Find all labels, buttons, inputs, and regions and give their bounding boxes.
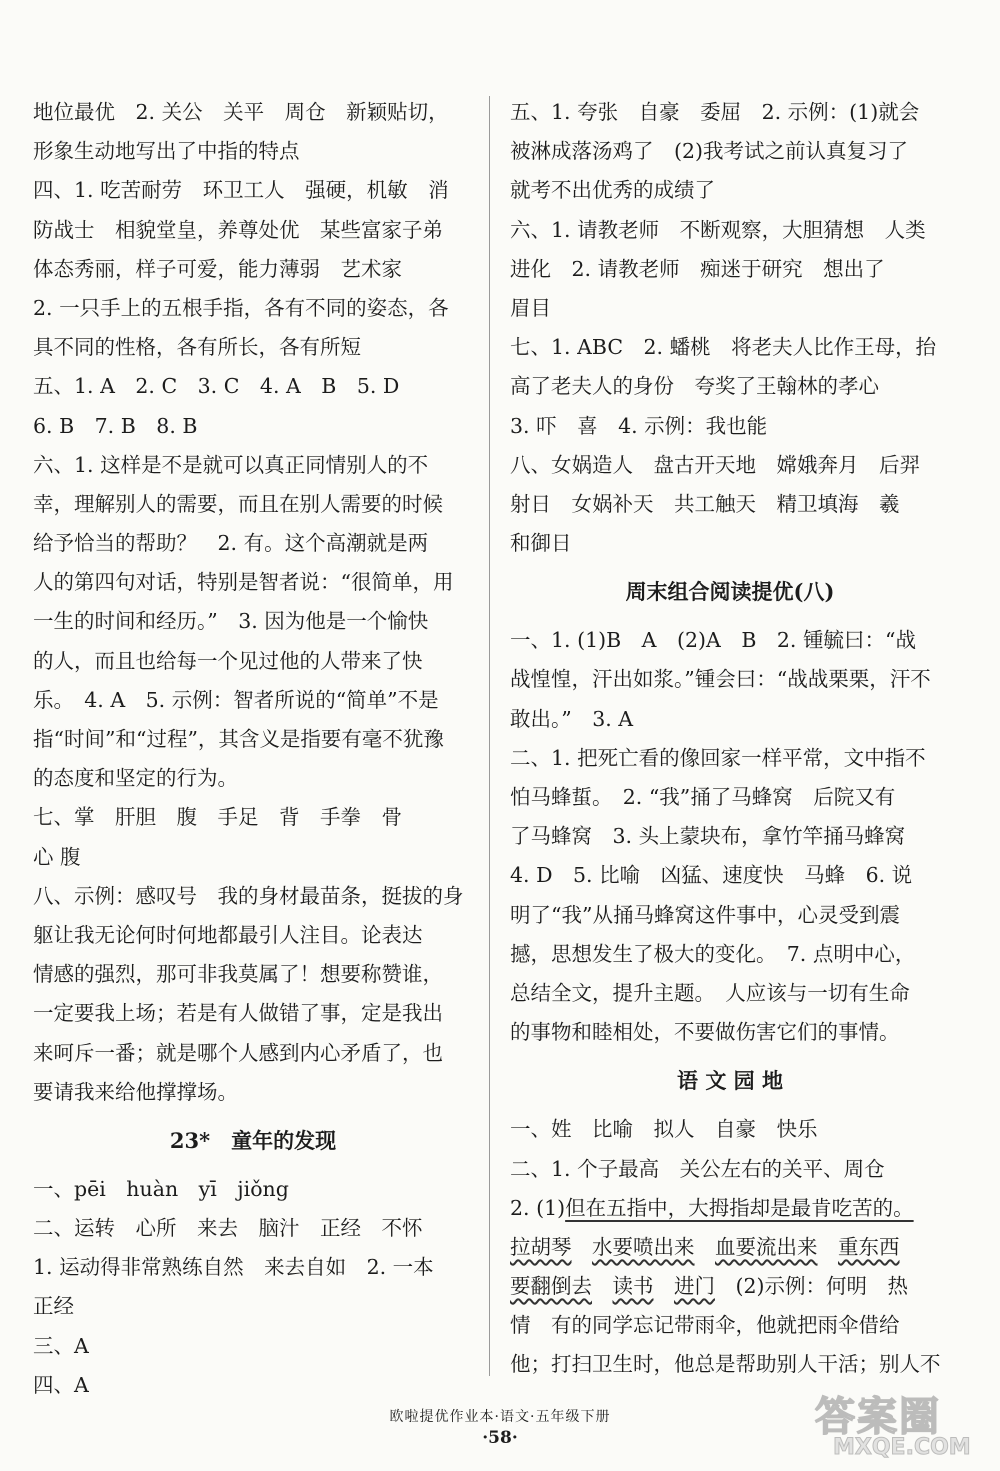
answer-line: 八、示例：感叹号 我的身材最苗条，挺拔的身 xyxy=(33,883,464,908)
answer-line: 了马蜂窝 3. 头上蒙块布，拿竹竿捅马蜂窝 xyxy=(510,824,906,849)
answer-line: 六、1. 请教老师 不断观察，大胆猜想 人类 xyxy=(510,217,926,242)
answer-line: 二、1. 把死亡看的像回家一样平常，文中指不 xyxy=(510,745,926,770)
answer-line: 一、1. (1)B A (2)A B 2. 锺毓曰：“战 xyxy=(510,628,916,653)
wavy-underlined-phrase: 读书 xyxy=(612,1274,654,1299)
underlined-sentence: 但在五指中，大拇指却是最肯吃苦的。 xyxy=(565,1195,914,1220)
left-answer-block-2 xyxy=(33,1170,473,1405)
answer-line: 情感的强烈，那可非我莫属了！想要称赞谁， xyxy=(33,962,443,987)
answer-line: 的人，而且也给每一个见过他的人带来了快 xyxy=(33,648,423,673)
wavy-underlined-phrase: 重东西 xyxy=(838,1234,900,1259)
answer-line xyxy=(510,1267,950,1306)
right-answer-block-2 xyxy=(510,621,950,1052)
wavy-underlined-phrase: 进门 xyxy=(674,1274,715,1299)
answer-line: 乐。 4. A 5. 示例：智者所说的“简单”不是 xyxy=(33,687,439,712)
answer-line: 被淋成落汤鸡了 (2)我考试之前认真复习了 xyxy=(510,139,909,164)
answer-line: 地位最优 2. 关公 关平 周仓 新颖贴切， xyxy=(33,100,449,124)
wavy-underlined-phrase: 要翻倒去 xyxy=(510,1274,592,1299)
answer-line: 2. 一只手上的五根手指，各有不同的姿态，各 xyxy=(33,295,449,320)
answer-line: 体态秀丽，样子可爱，能力薄弱 艺术家 xyxy=(33,256,402,281)
answer-line: 给予恰当的帮助？ 2. 有。这个高潮就是两 xyxy=(33,531,429,556)
answer-line: 指“时间”和“过程”，其含义是指要有毫不犹豫 xyxy=(33,727,444,751)
answer-line: 一生的时间和经历。” 3. 因为他是一个愉快 xyxy=(33,609,429,634)
answer-line: 就考不出优秀的成绩了 xyxy=(510,178,715,203)
right-column xyxy=(510,93,950,1385)
answer-line: 五、1. 夸张 自豪 委屈 2. 示例：(1)就会 xyxy=(510,100,920,124)
answer-line: 要请我来给他撑撑场。 xyxy=(33,1079,238,1104)
wavy-underlined-phrase: 拉胡琴 xyxy=(510,1234,572,1259)
answer-line: 四、A xyxy=(33,1372,89,1397)
answer-line: 6. B 7. B 8. B xyxy=(33,413,198,438)
answer-line: 的态度和坚定的行为。 xyxy=(33,766,238,791)
answer-line: 怕马蜂蜇。 2. “我”捅了马蜂窝 后院又有 xyxy=(510,785,896,809)
answer-line: 八、女娲造人 盘古开天地 嫦娥奔月 后羿 xyxy=(510,452,920,477)
right-answer-block-3 xyxy=(510,1110,950,1188)
answer-line: 战惶惶，汗出如浆。”锺会曰：“战战栗栗，汗不 xyxy=(510,667,931,692)
section-heading-yuwen-yuandi: 语 文 园 地 xyxy=(677,1068,783,1094)
answer-line: 形象生动地写出了中指的特点 xyxy=(33,139,300,164)
answer-line: 进化 2. 请教老师 痴迷于研究 想出了 xyxy=(510,256,885,281)
answer-line: 射日 女娲补天 共工触天 精卫填海 羲 xyxy=(510,491,900,516)
answer-line: 总结全文，提升主题。 人应该与一切有生命 xyxy=(510,980,910,1005)
answer-line: 和御日 xyxy=(510,531,572,556)
answer-line xyxy=(510,1189,950,1228)
watermark-logo xyxy=(815,1385,985,1465)
footer-book-title: 欧啦提优作业本·语文·五年级下册 xyxy=(389,1409,611,1425)
answer-line: 躯让我无论何时何地都最引人注目。论表达 xyxy=(33,922,423,947)
left-answer-block xyxy=(33,93,473,1112)
answer-prefix: 2. (1) xyxy=(510,1195,566,1220)
answer-line: 三、A xyxy=(33,1333,89,1358)
answer-line: 六、1. 这样是不是就可以真正同情别人的不 xyxy=(33,452,429,477)
right-answer-block xyxy=(510,93,950,563)
answer-line: 明了“我”从捅马蜂窝这件事中，心灵受到震 xyxy=(510,902,900,927)
answer-line: 心 腹 xyxy=(33,844,81,869)
answer-line: 防战士 相貌堂皇，养尊处优 某些富家子弟 xyxy=(33,217,443,242)
wavy-underlined-phrase: 水要喷出来 xyxy=(592,1234,695,1259)
answer-line: 1. 运动得非常熟练自然 来去自如 2. 一本 xyxy=(33,1255,434,1280)
watermark-url: MXQE.COM xyxy=(833,1435,971,1460)
answer-line: 五、1. A 2. C 3. C 4. A B 5. D xyxy=(33,374,400,399)
answer-line: 幸，理解别人的需要，而且在别人需要的时候 xyxy=(33,491,443,516)
answer-line: 七、1. ABC 2. 蟠桃 将老夫人比作王母，抬 xyxy=(510,335,937,360)
answer-line: 七、掌 肝胆 腹 手足 背 手拳 骨 xyxy=(33,805,402,830)
answer-line: 二、1. 个子最高 关公左右的关平、周仓 xyxy=(510,1156,885,1181)
page-number: ·58· xyxy=(482,1428,518,1448)
answer-line: 眉目 xyxy=(510,295,551,320)
wavy-underlined-phrase: 血要流出来 xyxy=(715,1234,818,1259)
answer-line: 4. D 5. 比喻 凶猛、速度快 马蜂 6. 说 xyxy=(510,863,913,888)
answer-line: 的事物和睦相处，不要做伤害它们的事情。 xyxy=(510,1020,900,1045)
right-answer-block-4 xyxy=(510,1306,950,1384)
answer-line: 四、1. 吃苦耐劳 环卫工人 强硬，机敏 消 xyxy=(33,178,449,203)
answer-line: 一、pēi huàn yī jiǒng xyxy=(33,1176,289,1201)
answer-line: 撼，思想发生了极大的变化。 7. 点明中心， xyxy=(510,941,916,966)
answer-line: 3. 吓 喜 4. 示例：我也能 xyxy=(510,413,768,438)
answer-line: 正经 xyxy=(33,1294,74,1319)
answer-line: 来呵斥一番；就是哪个人感到内心矛盾了，也 xyxy=(33,1040,443,1065)
section-heading-weekend-8: 周末组合阅读提优(八) xyxy=(625,579,835,605)
column-divider xyxy=(489,96,490,1376)
answer-line: 高了老夫人的身份 夸奖了王翰林的孝心 xyxy=(510,374,879,399)
answer-line xyxy=(510,1228,950,1267)
watermark-text: 答案圈 xyxy=(815,1394,941,1440)
answer-line: 一定要我上场；若是有人做错了事，定是我出 xyxy=(33,1001,443,1026)
answer-line: 他；打扫卫生时，他总是帮助别人干活；别人不 xyxy=(510,1352,941,1377)
answer-line: 情 有的同学忘记带雨伞，他就把雨伞借给 xyxy=(510,1313,900,1338)
answer-line: 敢出。” 3. A xyxy=(510,706,634,731)
answer-line: 人的第四句对话，特别是智者说：“很简单，用 xyxy=(33,570,454,595)
answer-line: 二、运转 心所 来去 脑汁 正经 不怀 xyxy=(33,1216,423,1241)
answer-line: 具不同的性格，各有所长，各有所短 xyxy=(33,335,361,360)
left-column xyxy=(33,93,473,1405)
answer-text: (2)示例：何明 热 xyxy=(735,1274,909,1299)
answer-line: 一、姓 比喻 拟人 自豪 快乐 xyxy=(510,1117,818,1142)
section-heading-23: 23* 童年的发现 xyxy=(169,1127,337,1153)
